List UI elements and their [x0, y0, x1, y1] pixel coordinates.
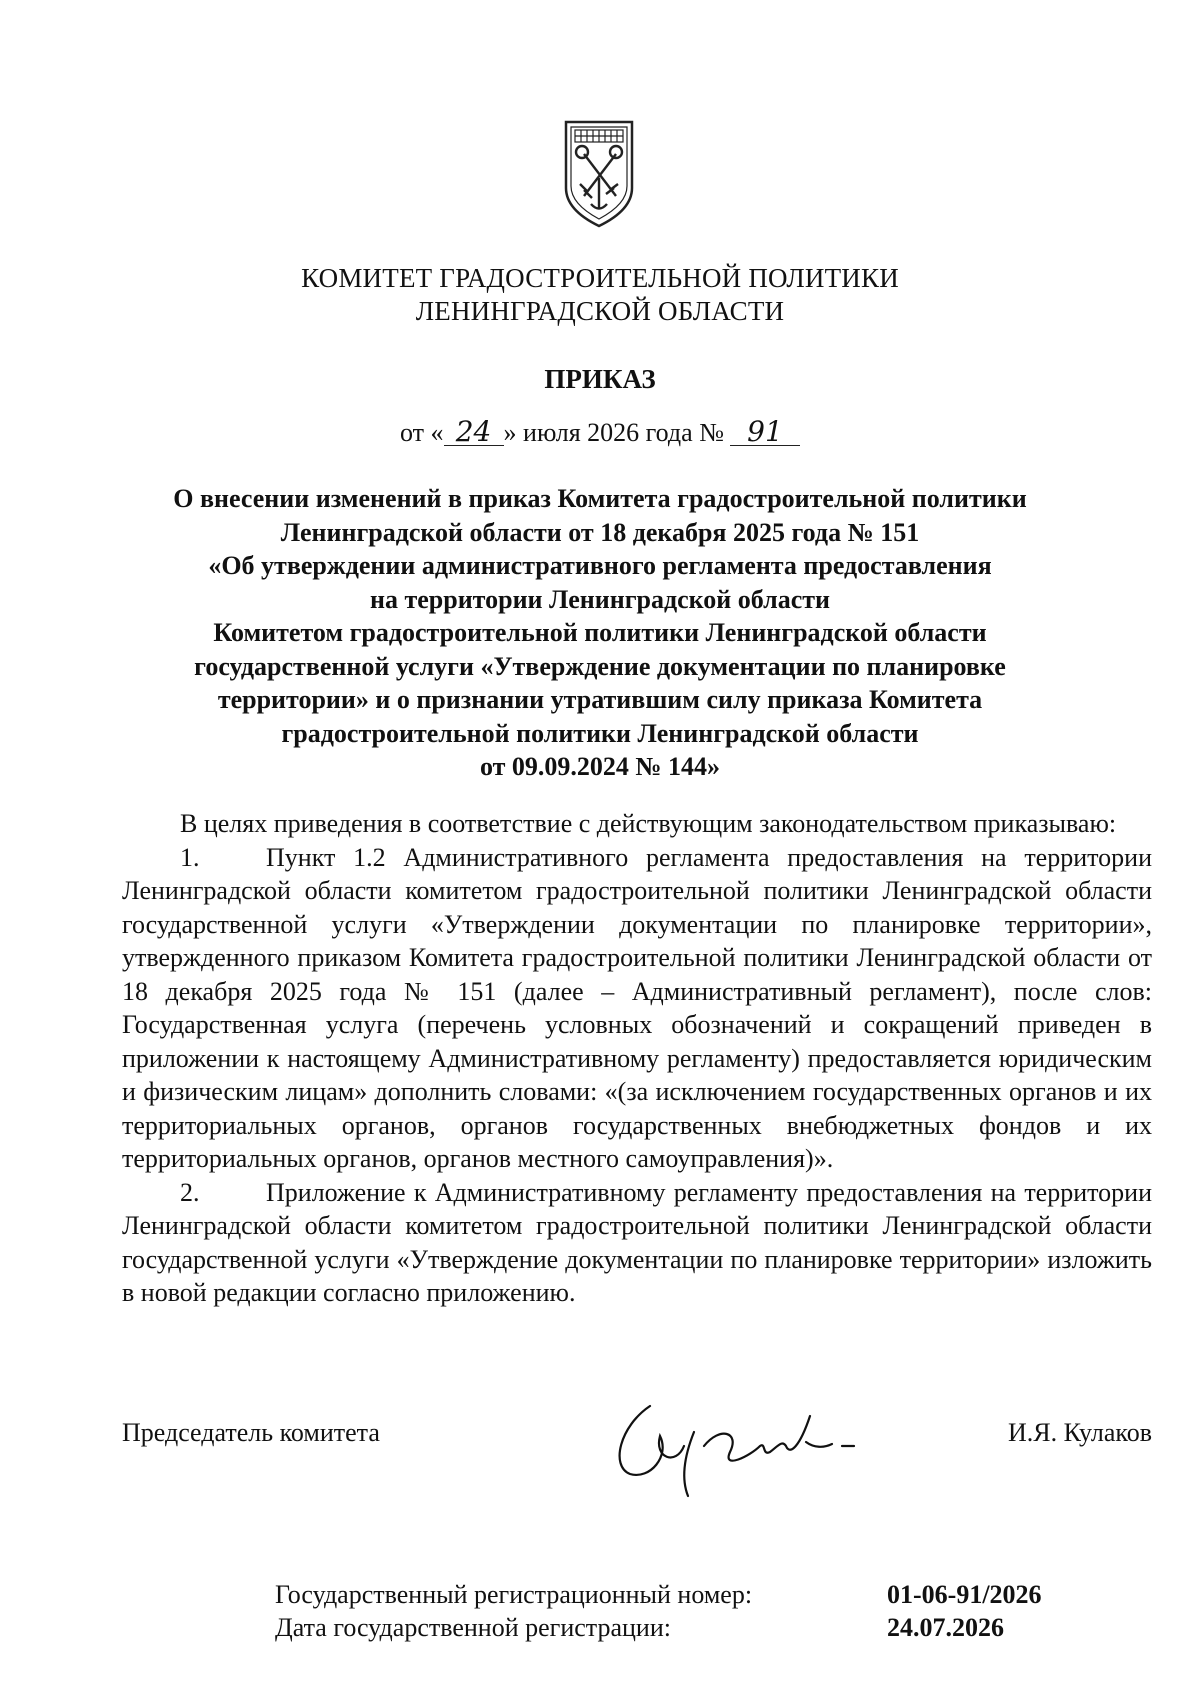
order-middle: » июля 2026 года №	[503, 418, 724, 447]
order-number-handwritten: 91	[730, 419, 800, 446]
item-number: 1.	[180, 842, 200, 872]
handwritten-signature	[610, 1396, 870, 1506]
title-line: Комитетом градостроительной политики Ленинградской области	[213, 618, 987, 647]
signatory-name: И.Я. Кулаков	[1008, 1418, 1152, 1447]
registration-info	[275, 1578, 1042, 1644]
document-type: ПРИКАЗ	[544, 364, 656, 394]
registration-number-row	[275, 1578, 1042, 1611]
title-line: от 09.09.2024 № 144»	[479, 752, 721, 781]
order-day-handwritten: 24	[444, 419, 504, 446]
item-text: Пункт 1.2 Административного регламента предоставления на территории Ленинградской области комитетом градостроительной политики Ленинградской области государственной услуги «Утверждении документации по планировке территории», утвержденного приказом Комитета градостроительной политики Ленинградской области от 18 декабря 2025 года № 151 (далее – Административный регламент), после слов: Государственная услуга (перечень условных обозначений и сокращений приведен в приложении к настоящему Административному регламенту) предоставляется юридическим и физическим лицам» дополнить словами: «(за исключением государственных органов и их территориальных органов, органов государственных внебюджетных фондов и их территориальных органов, органов местного самоуправления)».	[122, 842, 1152, 1173]
item-text: Приложение к Административному регламенту предоставления на территории Ленинградской области комитетом градостроительной политики Ленинградской области государственной услуги «Утверждение документации по планировке территории» изложить в новой редакции согласно приложению.	[122, 1177, 1152, 1307]
title-line: на территории Ленинградской области	[369, 584, 831, 614]
list-item	[122, 1176, 1152, 1310]
registration-number-label: Государственный регистрационный номер:	[275, 1580, 753, 1609]
title-line: «Об утверждении административного регламента предоставления	[208, 551, 992, 580]
title-line: Ленинградской области от 18 декабря 2025 года № 151	[280, 517, 920, 547]
organization-line-2: ЛЕНИНГРАДСКОЙ ОБЛАСТИ	[415, 296, 785, 326]
document-body	[122, 807, 1152, 1310]
registration-date-label: Дата государственной регистрации:	[275, 1613, 671, 1642]
document-title	[120, 482, 1080, 784]
order-date-number	[0, 415, 1200, 448]
title-line: государственной услуги «Утверждение документации по планировке	[194, 651, 1006, 681]
signatory-position: Председатель комитета	[122, 1418, 380, 1447]
list-item	[122, 841, 1152, 1176]
organization-name	[0, 262, 1200, 328]
intro-paragraph: В целях приведения в соответствие с действующим законодательством приказываю:	[180, 809, 1117, 838]
registration-number-value: 01-06-91/2026	[887, 1580, 1042, 1609]
order-prefix: от «	[400, 418, 444, 447]
registration-date-row	[275, 1611, 1042, 1644]
title-line: О внесении изменений в приказ Комитета градостроительной политики	[173, 484, 1027, 513]
registration-date-value: 24.07.2026	[887, 1613, 1004, 1642]
organization-line-1: КОМИТЕТ ГРАДОСТРОИТЕЛЬНОЙ ПОЛИТИКИ	[301, 263, 899, 293]
coat-of-arms-icon	[560, 118, 638, 230]
item-number: 2.	[180, 1177, 200, 1207]
title-line: территории» и о признании утратившим силу приказа Комитета	[217, 685, 983, 714]
title-line: градостроительной политики Ленинградской области	[281, 718, 919, 748]
